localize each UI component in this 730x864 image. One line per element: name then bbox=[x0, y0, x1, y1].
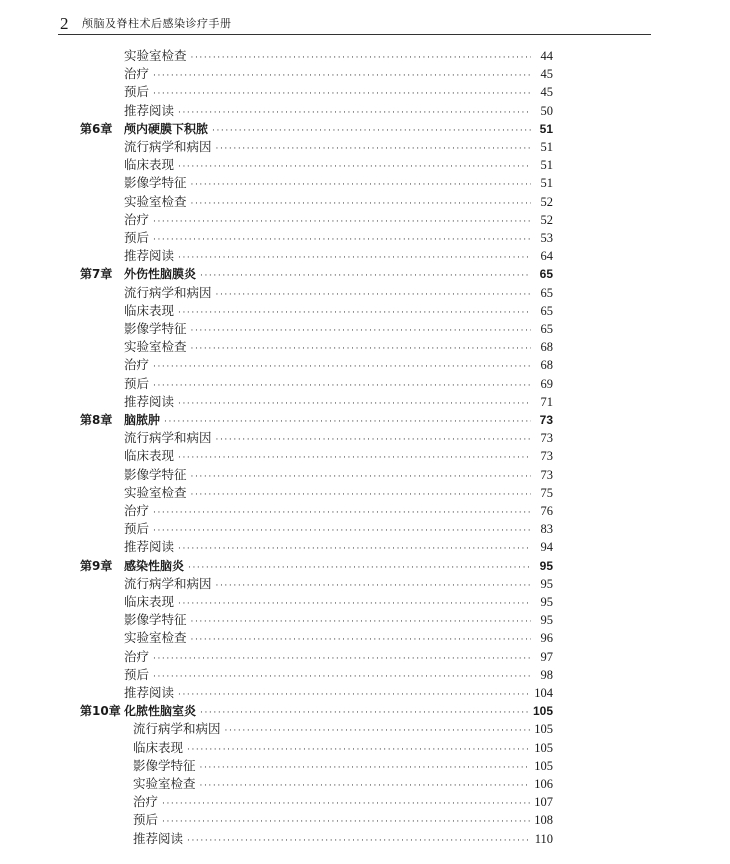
toc-section-row bbox=[124, 138, 553, 156]
toc-entry-title: 实验室检查 bbox=[124, 339, 187, 355]
toc-section-row bbox=[124, 284, 553, 302]
toc-page-number: 107 bbox=[534, 795, 553, 810]
toc-dot-leader bbox=[187, 832, 531, 850]
toc-page-number: 73 bbox=[539, 413, 553, 427]
toc-entry-title: 推荐阅读 bbox=[124, 539, 175, 555]
toc-page-number: 76 bbox=[540, 504, 553, 518]
toc-page-number: 52 bbox=[540, 212, 553, 227]
toc-section-row bbox=[124, 575, 553, 593]
toc-page-number: 64 bbox=[540, 249, 553, 264]
toc-section-row bbox=[124, 666, 553, 684]
toc-chapter-row bbox=[80, 557, 553, 575]
toc-page-number: 105 bbox=[534, 758, 553, 773]
toc-page-number: 65 bbox=[540, 285, 553, 300]
toc-page-number: 104 bbox=[534, 686, 553, 700]
toc-entry-title: 推荐阅读 bbox=[124, 102, 175, 118]
toc-page-number: 97 bbox=[540, 649, 553, 664]
toc-chapter-row bbox=[80, 265, 553, 283]
toc-entry-title: 预后 bbox=[124, 666, 150, 682]
toc-page-number: 73 bbox=[540, 467, 553, 482]
toc-page-number: 69 bbox=[540, 376, 553, 391]
toc-section-row bbox=[124, 429, 553, 447]
toc-section-row bbox=[124, 156, 553, 174]
toc-chapter-number: 第9章 bbox=[80, 558, 113, 573]
toc-section-row bbox=[124, 320, 553, 338]
toc-entry-title: 临床表现 bbox=[124, 157, 175, 173]
toc-section-row bbox=[124, 393, 553, 411]
toc-entry-title: 推荐阅读 bbox=[124, 248, 175, 264]
toc-page-number: 94 bbox=[540, 540, 553, 555]
toc-section-row bbox=[133, 811, 553, 829]
toc-page-number: 45 bbox=[540, 85, 553, 100]
toc-page-number: 95 bbox=[540, 613, 553, 628]
toc-entry-title: 预后 bbox=[124, 230, 150, 245]
toc-entry-title: 化脓性脑室炎 bbox=[124, 704, 197, 719]
toc-page-number: 73 bbox=[540, 431, 553, 446]
toc-entry-title: 治疗 bbox=[124, 357, 150, 373]
toc-chapter-number: 第7章 bbox=[80, 267, 113, 282]
toc-chapter-row bbox=[80, 120, 553, 138]
toc-page-number: 52 bbox=[540, 194, 553, 209]
toc-section-row bbox=[124, 65, 553, 83]
toc-section-row bbox=[124, 229, 553, 247]
book-title: 颅脑及脊柱术后感染诊疗手册 bbox=[82, 17, 232, 30]
toc-section-row bbox=[124, 356, 553, 374]
toc-page-number: 95 bbox=[540, 595, 553, 609]
toc-page-number: 95 bbox=[539, 558, 553, 573]
toc-entry-title: 影像学特征 bbox=[124, 321, 187, 336]
toc-section-row bbox=[124, 83, 553, 101]
toc-entry-title: 推荐阅读 bbox=[124, 685, 175, 700]
toc-section-row bbox=[124, 102, 553, 120]
toc-entry-title: 实验室检查 bbox=[124, 484, 187, 500]
toc-chapter-row bbox=[80, 702, 553, 720]
toc-page-number: 106 bbox=[534, 777, 553, 791]
toc-entry-title: 预后 bbox=[124, 375, 150, 391]
toc-entry-title: 治疗 bbox=[124, 503, 150, 518]
toc-entry-title: 临床表现 bbox=[124, 594, 175, 609]
toc-page-number: 53 bbox=[540, 231, 553, 245]
toc-entry-title: 流行病学和病因 bbox=[124, 139, 212, 154]
toc-page-number: 83 bbox=[540, 522, 553, 537]
toc-page-number: 51 bbox=[540, 176, 553, 191]
toc-entry-title: 实验室检查 bbox=[133, 776, 196, 791]
toc-entry-title: 推荐阅读 bbox=[133, 830, 184, 846]
toc-section-row bbox=[124, 447, 553, 465]
toc-entry-title: 临床表现 bbox=[124, 448, 175, 464]
toc-page-number: 65 bbox=[539, 267, 553, 282]
toc-section-row bbox=[133, 739, 553, 757]
toc-entry-title: 流行病学和病因 bbox=[124, 284, 212, 300]
toc-section-row bbox=[133, 757, 553, 775]
toc-entry-title: 影像学特征 bbox=[124, 612, 187, 628]
toc-entry-title: 流行病学和病因 bbox=[133, 721, 221, 737]
toc-entry-title: 治疗 bbox=[133, 794, 159, 810]
toc-page-number: 45 bbox=[540, 67, 553, 82]
toc-chapter-number: 第8章 bbox=[80, 413, 113, 427]
toc-page-number: 44 bbox=[540, 49, 553, 63]
toc-page-number: 96 bbox=[540, 631, 553, 646]
toc-section-row bbox=[124, 338, 553, 356]
toc-entry-title: 感染性脑炎 bbox=[124, 558, 185, 573]
toc-section-row bbox=[133, 775, 553, 793]
toc-page-number: 51 bbox=[539, 121, 553, 136]
toc-chapter-number: 第10章 bbox=[80, 704, 121, 719]
toc-chapter-row bbox=[80, 411, 553, 429]
toc-section-row bbox=[124, 684, 553, 702]
toc-entry-title: 流行病学和病因 bbox=[124, 575, 212, 591]
toc-page-number: 65 bbox=[540, 322, 553, 336]
toc-entry-title: 临床表现 bbox=[133, 739, 184, 755]
toc-section-row bbox=[133, 720, 553, 738]
toc-entry-title: 实验室检查 bbox=[124, 630, 187, 646]
toc-page-number: 51 bbox=[540, 140, 553, 154]
toc-entry-title: 流行病学和病因 bbox=[124, 430, 212, 446]
toc-section-row bbox=[124, 502, 553, 520]
toc-entry-title: 预后 bbox=[124, 521, 150, 537]
toc-page-number: 105 bbox=[534, 740, 553, 755]
toc-entry-title: 治疗 bbox=[124, 66, 150, 82]
toc-entry-title: 影像学特征 bbox=[133, 757, 196, 773]
toc-entry-title: 实验室检查 bbox=[124, 193, 187, 209]
toc-page-number: 108 bbox=[534, 813, 553, 828]
toc-entry-title: 治疗 bbox=[124, 648, 150, 664]
toc-page-number: 68 bbox=[540, 358, 553, 373]
toc-page-number: 65 bbox=[540, 303, 553, 318]
toc-entry-title: 推荐阅读 bbox=[124, 393, 175, 409]
toc-page-number: 105 bbox=[534, 722, 553, 737]
toc-page-number: 68 bbox=[540, 340, 553, 355]
toc-section-row bbox=[133, 793, 553, 811]
toc-section-row bbox=[133, 830, 553, 848]
toc-section-row bbox=[124, 593, 553, 611]
toc-section-row bbox=[124, 629, 553, 647]
toc-section-row bbox=[124, 211, 553, 229]
toc-chapter-number: 第6章 bbox=[80, 121, 113, 136]
toc-entry-title: 影像学特征 bbox=[124, 466, 187, 482]
toc-page-number: 71 bbox=[540, 394, 553, 409]
toc-page-number: 95 bbox=[540, 576, 553, 591]
toc-section-row bbox=[124, 484, 553, 502]
toc-section-row bbox=[124, 538, 553, 556]
page-number: 2 bbox=[60, 14, 69, 33]
toc-section-row bbox=[124, 47, 553, 65]
toc-section-row bbox=[124, 174, 553, 192]
toc-page-number: 110 bbox=[534, 831, 553, 846]
toc-section-row bbox=[124, 520, 553, 538]
toc-entry-title: 治疗 bbox=[124, 211, 150, 227]
toc-page-number: 50 bbox=[540, 103, 553, 118]
toc-section-row bbox=[124, 466, 553, 484]
toc-entry-title: 影像学特征 bbox=[124, 175, 187, 191]
toc-page-number: 105 bbox=[532, 704, 553, 719]
page-header bbox=[58, 16, 651, 35]
toc-entry-title: 实验室检查 bbox=[124, 48, 187, 63]
toc-page-number: 51 bbox=[540, 158, 553, 173]
toc-page-number: 98 bbox=[540, 667, 553, 682]
toc-entry-title: 预后 bbox=[133, 812, 159, 828]
toc-section-row bbox=[124, 302, 553, 320]
toc-page-number: 73 bbox=[540, 449, 553, 464]
toc-entry-title: 临床表现 bbox=[124, 302, 175, 318]
toc-section-row bbox=[124, 375, 553, 393]
toc-entry-title: 颅内硬膜下积脓 bbox=[124, 121, 209, 136]
toc-page-number: 75 bbox=[540, 485, 553, 500]
toc-section-row bbox=[124, 611, 553, 629]
toc-entry-title: 预后 bbox=[124, 84, 150, 100]
toc-entry-title: 脑脓肿 bbox=[124, 413, 161, 427]
toc-section-row bbox=[124, 648, 553, 666]
toc-section-row bbox=[124, 193, 553, 211]
toc-section-row bbox=[124, 247, 553, 265]
toc-entry-title: 外伤性脑膜炎 bbox=[124, 267, 197, 282]
